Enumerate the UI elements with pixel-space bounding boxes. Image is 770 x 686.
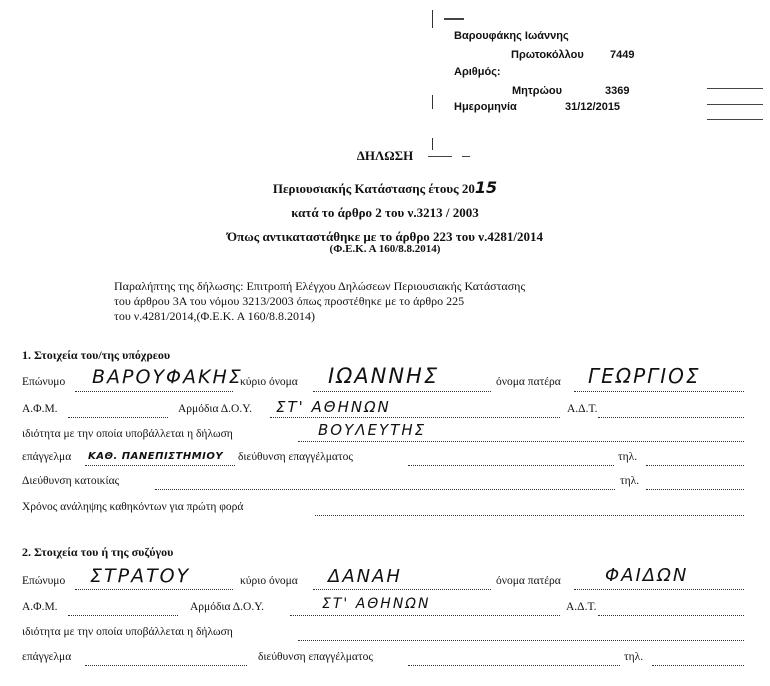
stamp-name: Βαρουφάκης Ιωάννης — [454, 30, 569, 42]
intro-line-2: του άρθρου 3Α του νόμου 3213/2003 όπως προστέθηκε με το άρθρο 225 — [114, 294, 465, 308]
title-year-handwritten: 15 — [474, 178, 498, 197]
s1-doy-label: Αρμόδια Δ.Ο.Υ. — [178, 403, 252, 415]
s1-surname-value: ΒΑΡΟΥΦΑΚΗΣ — [92, 366, 243, 388]
s1-father-label: όνομα πατέρα — [496, 376, 561, 388]
s2-tel-field[interactable] — [652, 665, 744, 666]
s1-tel2-field[interactable] — [646, 489, 744, 490]
s1-surname-field[interactable] — [75, 391, 233, 392]
s1-year-field[interactable] — [315, 515, 744, 516]
stamp-left-border — [432, 95, 433, 109]
s1-capacity-value: ΒΟΥΛΕΥΤΗΣ — [318, 421, 427, 439]
s1-profession-value: ΚΑΘ. ΠΑΝΕΠΙΣΤΗΜΙΟΥ — [88, 451, 224, 462]
s2-father-value: ΦΑΙΔΩΝ — [605, 565, 689, 586]
stamp-protocol-label: Πρωτοκόλλου — [511, 49, 584, 61]
s1-father-field[interactable] — [574, 391, 744, 392]
title-mark — [428, 156, 452, 157]
stamp-date-value: 31/12/2015 — [565, 101, 621, 113]
section-2-heading: 2. Στοιχεία του ή της συζύγου — [22, 545, 174, 559]
stamp-left-border — [432, 10, 433, 28]
s1-profession-label: επάγγελμα — [22, 451, 72, 463]
s2-surname-label: Επώνυμο — [22, 575, 66, 587]
s1-surname-label: Επώνυμο — [22, 376, 66, 388]
s2-surname-field[interactable] — [75, 589, 233, 590]
s2-doy-value: ΣΤ' ΑΘΗΝΩΝ — [322, 596, 431, 612]
s2-tel-label: τηλ. — [624, 651, 644, 663]
s2-afm-field[interactable] — [68, 615, 178, 616]
s1-year-label: Χρόνος ανάληψης καθηκόντων για πρώτη φορά — [22, 501, 244, 513]
s1-tel-label: τηλ. — [618, 451, 638, 463]
s1-work-address-label: διεύθυνση επαγγέλματος — [238, 451, 353, 463]
s1-firstname-label: κύριο όνομα — [240, 376, 298, 388]
s2-doy-field[interactable] — [290, 615, 560, 616]
s2-capacity-label: ιδιότητα με την οποία υποβάλλεται η δήλωση — [22, 626, 233, 638]
s2-profession-label: επάγγελμα — [22, 651, 72, 663]
section-1-heading: 1. Στοιχεία του/της υπόχρεου — [22, 348, 171, 362]
s1-firstname-field[interactable] — [313, 391, 491, 392]
s2-adt-field[interactable] — [598, 615, 744, 616]
s1-home-address-label: Διεύθυνση κατοικίας — [22, 475, 120, 487]
s1-home-address-field[interactable] — [155, 489, 615, 490]
s2-surname-value: ΣΤΡΑΤΟΥ — [90, 565, 191, 587]
intro-line-3: του ν.4281/2014,(Φ.Ε.Κ. Α 160/8.8.2014) — [114, 309, 315, 323]
stamp-protocol-value: 7449 — [610, 49, 635, 61]
s1-adt-field[interactable] — [598, 417, 744, 418]
title-mark — [462, 156, 470, 157]
s1-doy-field[interactable] — [270, 417, 560, 418]
title-line-4: (Φ.Ε.Κ. Α 160/8.8.2014) — [329, 243, 441, 255]
s1-work-address-field[interactable] — [408, 465, 614, 466]
title-line-3: Όπως αντικαταστάθηκε με το άρθρο 223 του ν.4281/2014 — [227, 229, 543, 244]
s1-capacity-label: ιδιότητα με την οποία υποβάλλεται η δήλωση — [22, 428, 233, 440]
s1-capacity-field[interactable] — [298, 441, 744, 442]
s1-adt-label: Α.Δ.Τ. — [567, 403, 598, 415]
stamp-number-label: Αριθμός: — [454, 66, 501, 78]
s2-father-field[interactable] — [574, 589, 744, 590]
stamp-right-line — [707, 104, 763, 105]
s2-capacity-field[interactable] — [298, 640, 744, 641]
s1-profession-field[interactable] — [85, 465, 235, 466]
title-line-1-text: Περιουσιακής Κατάστασης έτους 20 — [272, 181, 475, 196]
declaration-title: ΔΗΛΩΣΗ — [356, 148, 414, 163]
stamp-registry-value: 3369 — [605, 85, 630, 97]
title-line-1 — [0, 178, 770, 197]
stamp-right-line — [707, 88, 763, 89]
s1-afm-field[interactable] — [68, 417, 168, 418]
s1-tel2-label: τηλ. — [620, 475, 640, 487]
s2-adt-label: Α.Δ.Τ. — [566, 601, 597, 613]
stamp-registry-label: Μητρώου — [512, 85, 563, 97]
s2-firstname-label: κύριο όνομα — [240, 575, 298, 587]
s1-doy-value: ΣΤ' ΑΘΗΝΩΝ — [276, 398, 391, 416]
s2-afm-label: Α.Φ.Μ. — [22, 601, 58, 613]
s1-firstname-value: ΙΩΑΝΝΗΣ — [328, 364, 440, 388]
s2-firstname-field[interactable] — [313, 589, 491, 590]
s1-tel-field[interactable] — [646, 465, 744, 466]
s2-firstname-value: ΔΑΝΑΗ — [328, 566, 402, 587]
s2-work-address-label: διεύθυνση επαγγέλματος — [258, 651, 373, 663]
stamp-top-mark — [444, 18, 464, 20]
intro-line-1: Παραλήπτης της δήλωσης: Επιτροπή Ελέγχου Δηλώσεων Περιουσιακής Κατάστασης — [114, 279, 526, 293]
title-line-2: κατά το άρθρο 2 του ν.3213 / 2003 — [291, 205, 479, 220]
s2-work-address-field[interactable] — [408, 665, 620, 666]
s1-father-value: ΓΕΩΡΓΙΟΣ — [588, 364, 701, 388]
stamp-date-label: Ημερομηνία — [454, 101, 517, 113]
stamp-right-line — [707, 119, 763, 120]
s2-profession-field[interactable] — [85, 665, 247, 666]
s2-father-label: όνομα πατέρα — [496, 575, 561, 587]
s1-afm-label: Α.Φ.Μ. — [22, 403, 58, 415]
s2-doy-label: Αρμόδια Δ.Ο.Υ. — [190, 601, 264, 613]
